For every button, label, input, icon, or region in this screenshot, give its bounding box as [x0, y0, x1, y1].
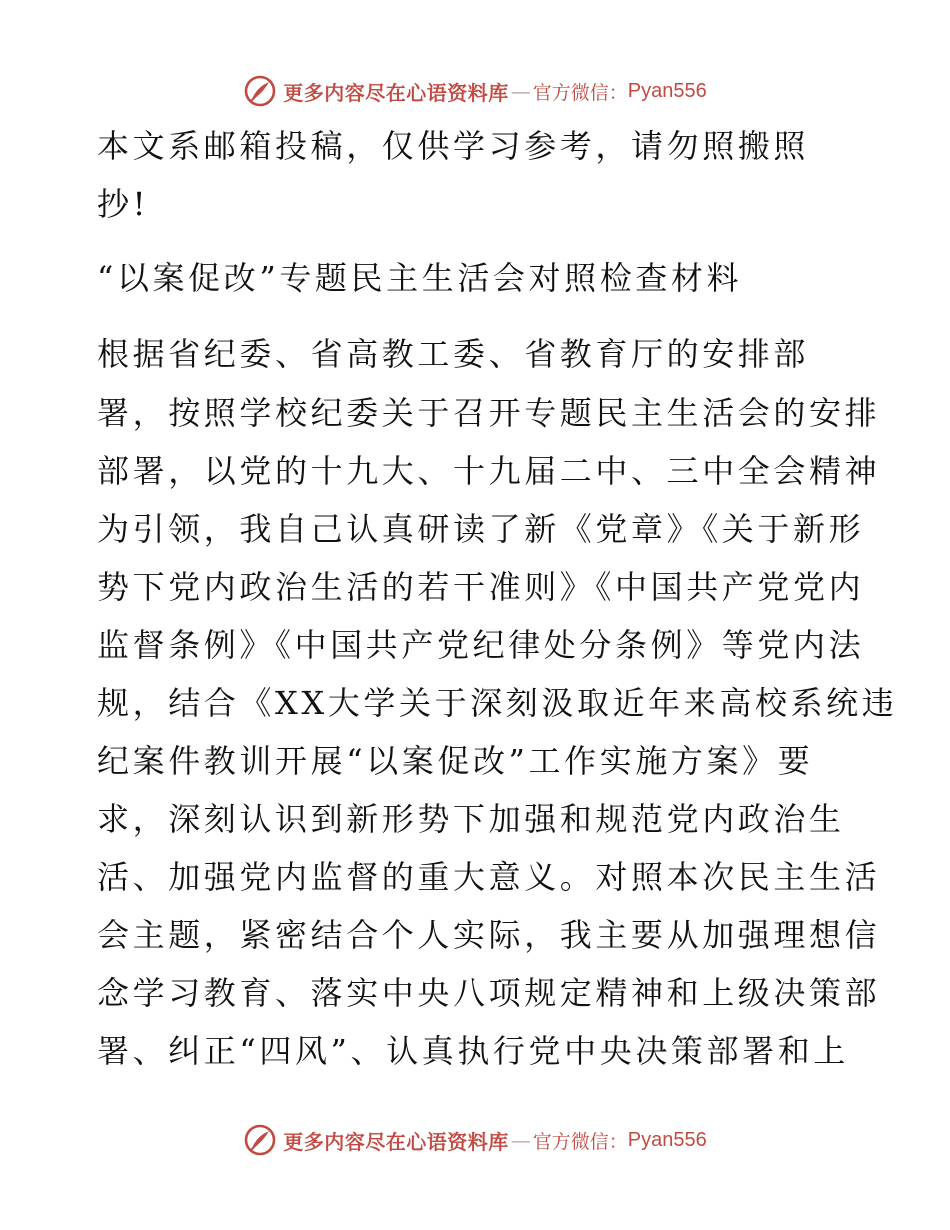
body-line: 规，结合《XX大学关于深刻汲取近年来高校系统违 — [97, 684, 898, 722]
body-line: 署，按照学校纪委关于召开专题民主生活会的安排 — [97, 394, 881, 432]
header-watermark — [0, 71, 950, 111]
body-line: 念学习教育、落实中央八项规定精神和上级决策部 — [97, 974, 881, 1012]
body-line: 为引领，我自己认真研读了新《党章》《关于新形 — [97, 510, 865, 548]
footer-watermark — [0, 1120, 950, 1160]
body-line: 求，深刻认识到新形势下加强和规范党内政治生 — [97, 800, 845, 838]
body-line: 会主题，紧密结合个人实际，我主要从加强理想信 — [97, 916, 881, 954]
body-line: 纪案件教训开展“以案促改”工作实施方案》要 — [97, 742, 814, 780]
document-title: “以案促改”专题民主生活会对照检查材料 — [97, 259, 743, 297]
body-line: 部署，以党的十九大、十九届二中、三中全会精神 — [97, 452, 881, 490]
watermark-wechat-label: 官方微信： — [532, 1130, 628, 1153]
body-line: 活、加强党内监督的重大意义。对照本次民主生活 — [97, 858, 881, 896]
body-line: 势下党内政治生活的若干准则》《中国共产党党内 — [97, 568, 865, 606]
quill-logo-icon — [243, 1123, 277, 1157]
watermark-wechat-label: 官方微信： — [532, 81, 628, 104]
watermark-dash: — — [510, 1128, 531, 1152]
watermark-text: 更多内容尽在心语资料库 — [283, 1129, 509, 1154]
watermark-dash: — — [510, 79, 531, 103]
body-line: 监督条例》《中国共产党纪律处分条例》等党内法 — [97, 626, 865, 664]
watermark-wechat-id: Pyan556 — [627, 1128, 707, 1151]
notice-line: 本文系邮箱投稿，仅供学习参考，请勿照搬照 — [97, 127, 810, 165]
quill-logo-icon — [243, 74, 277, 108]
notice-line: 抄! — [97, 185, 150, 223]
body-line: 根据省纪委、省高教工委、省教育厅的安排部 — [97, 335, 810, 373]
watermark-wechat-id: Pyan556 — [627, 79, 707, 102]
watermark-text: 更多内容尽在心语资料库 — [283, 80, 509, 105]
body-line: 署、纠正“四风”、认真执行党中央决策部署和上 — [97, 1032, 849, 1070]
